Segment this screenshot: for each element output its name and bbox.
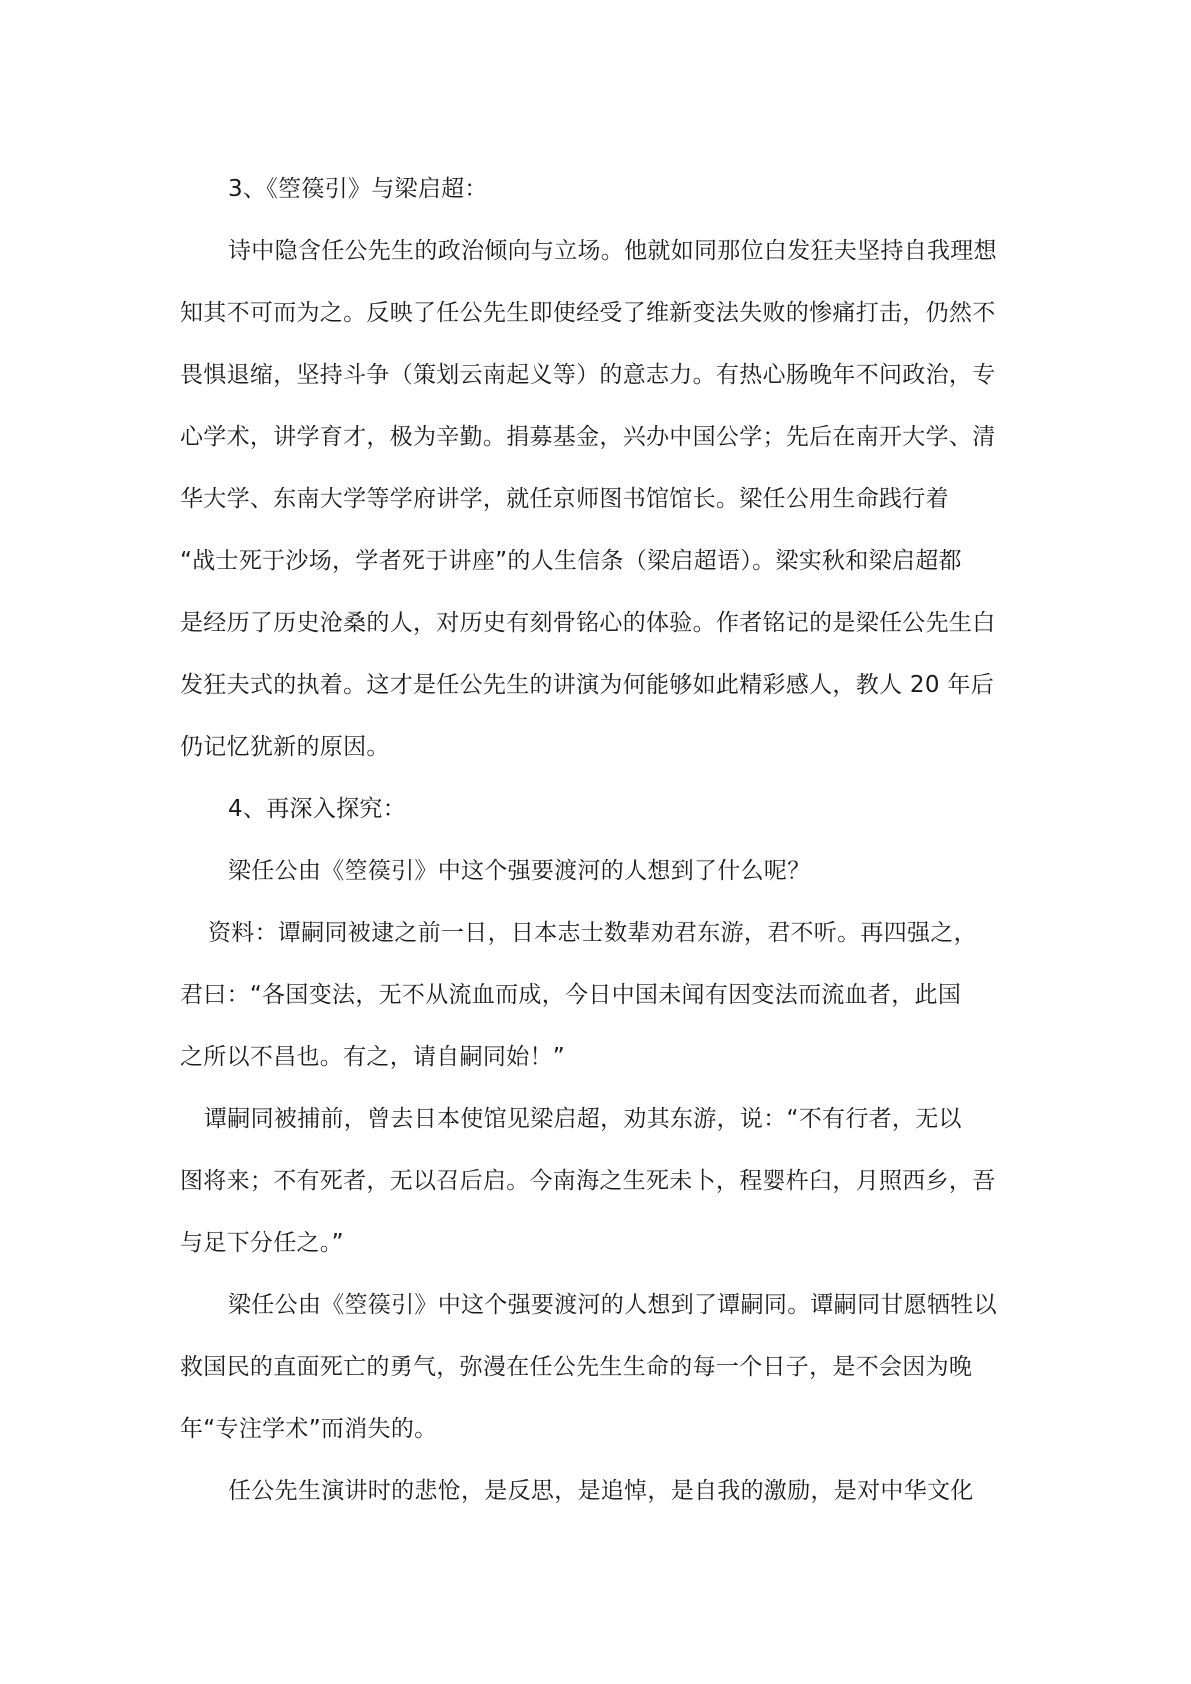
text-line: 谭嗣同被捕前，曾去日本使馆见梁启超，劝其东游，说：“不有行者，无以 [204, 1106, 962, 1132]
text-line: 梁任公由《箜篌引》中这个强要渡河的人想到了谭嗣同。谭嗣同甘愿牺牲以 [228, 1292, 997, 1318]
text-line: 梁任公由《箜篌引》中这个强要渡河的人想到了什么呢？ [228, 858, 811, 884]
text-line: 是经历了历史沧桑的人，对历史有刻骨铭心的体验。作者铭记的是梁任公先生白 [180, 610, 996, 636]
body-text [180, 158, 1022, 1522]
text-line: 诗中隐含任公先生的政治倾向与立场。他就如同那位白发狂夫坚持自我理想 [228, 238, 997, 264]
text-line: 与足下分任之。” [180, 1230, 344, 1256]
text-line: 资料：谭嗣同被逮之前一日，日本志士数辈劝君东游，君不听。再四强之， [208, 920, 977, 946]
text-line: 年“专注学术”而消失的。 [180, 1416, 438, 1442]
text-line: 之所以不昌也。有之，请自嗣同始！” [180, 1044, 566, 1070]
text-line: 3、《箜篌引》与梁启超： [228, 176, 488, 202]
text-line: 华大学、东南大学等学府讲学，就任京师图书馆馆长。梁任公用生命践行着 [180, 486, 949, 512]
text-line: 畏惧退缩，坚持斗争（策划云南起义等）的意志力。有热心肠晚年不问政治，专 [180, 362, 996, 388]
text-line: 发狂夫式的执着。这才是任公先生的讲演为何能够如此精彩感人，教人 20 年后 [180, 672, 994, 698]
text-line: 心学术，讲学育才，极为辛勤。捐募基金，兴办中国公学；先后在南开大学、清 [180, 424, 996, 450]
text-line: 仍记忆犹新的原因。 [180, 734, 390, 760]
text-line: 4、再深入探究： [228, 796, 407, 822]
text-line: 君曰：“各国变法，无不从流血而成，今日中国未闻有因变法而流血者，此国 [180, 982, 962, 1008]
text-line: “战士死于沙场，学者死于讲座”的人生信条（梁启超语）。梁实秋和梁启超都 [180, 548, 962, 574]
text-line: 救国民的直面死亡的勇气，弥漫在任公先生生命的每一个日子，是不会因为晚 [180, 1354, 973, 1380]
text-line: 任公先生演讲时的悲怆，是反思，是追悼，是自我的激励，是对中华文化 [228, 1478, 974, 1504]
text-line: 知其不可而为之。反映了任公先生即使经受了维新变法失败的惨痛打击，仍然不 [180, 300, 996, 326]
text-line: 图将来；不有死者，无以召后启。今南海之生死未卜，程婴杵臼，月照西乡，吾 [180, 1168, 996, 1194]
